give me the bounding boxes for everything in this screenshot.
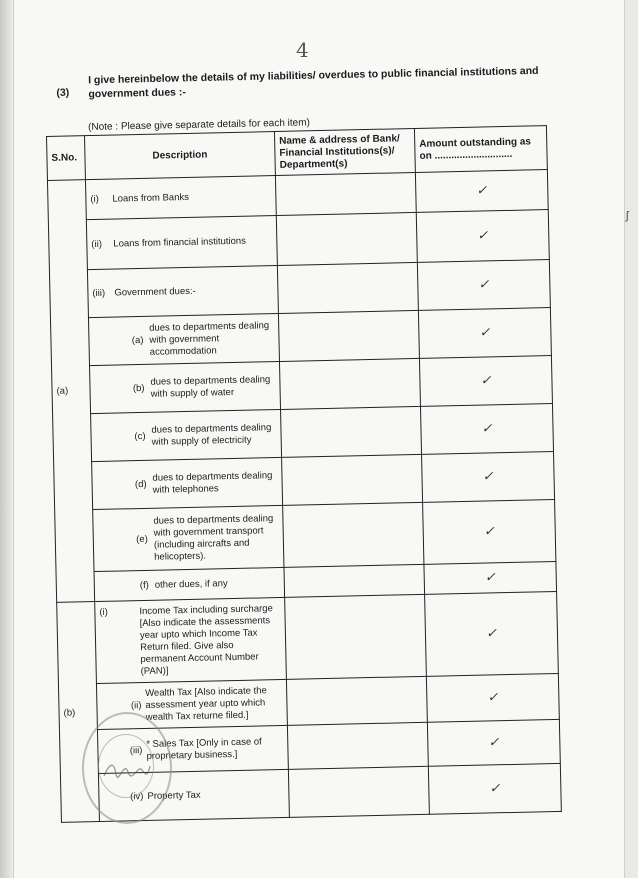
section-text: I give hereinbelow the details of my liabilities/ overdues to public financial institutions and government dues :-	[88, 64, 539, 101]
page-number: 4	[296, 38, 309, 62]
row-text: * Sales Tax [Only in case of proprietary business.]	[146, 735, 262, 762]
name-address-cell	[284, 564, 425, 597]
row-number: (i)	[90, 193, 99, 205]
subrow-letter: (c)	[134, 430, 146, 442]
document-page	[14, 0, 629, 878]
amount-cell: ✓	[422, 452, 555, 503]
row-number: (iv)	[130, 790, 144, 802]
amount-cell: ✓	[425, 591, 559, 676]
amount-cell: ✓	[419, 356, 552, 407]
group-a-sno: (a)	[47, 180, 94, 603]
name-address-cell	[285, 594, 427, 679]
amount-cell: ✓	[418, 308, 551, 359]
description-cell	[90, 361, 281, 413]
header-amount: Amount outstanding as on ............................	[414, 126, 547, 173]
subrow-letter: (a)	[131, 334, 144, 346]
header-description: Description	[85, 132, 276, 180]
description-cell	[87, 265, 278, 317]
subrow-letter: (e)	[136, 533, 148, 545]
subrow-text: dues to departments dealing with supply of electricity	[151, 421, 272, 448]
row-number: (iii)	[129, 744, 143, 756]
section-number: (3)	[56, 86, 70, 99]
subrow-letter: (d)	[134, 478, 147, 490]
name-address-cell	[282, 454, 423, 505]
name-address-cell	[275, 172, 416, 215]
row-text: Government dues:-	[114, 285, 196, 299]
name-address-cell	[281, 406, 422, 457]
row-text: Loans from Banks	[112, 191, 190, 205]
official-seal-stamp	[82, 712, 172, 824]
signature-scribble	[102, 758, 152, 782]
table-row	[57, 591, 559, 684]
subrow-text: dues to departments dealing with government accommodation	[149, 319, 270, 358]
description-cell	[95, 597, 287, 683]
name-address-cell	[283, 502, 424, 567]
description-cell	[94, 567, 285, 601]
name-address-cell	[277, 262, 418, 313]
amount-cell: ✓	[416, 210, 549, 263]
scan-edge	[0, 0, 14, 878]
subrow-text: other dues, if any	[154, 577, 228, 591]
description-cell	[88, 313, 279, 365]
row-number: (iii)	[92, 287, 106, 299]
name-address-cell	[278, 310, 419, 361]
section-note: (Note : Please give separate details for each item)	[88, 117, 310, 133]
subrow-letter: (f)	[139, 579, 149, 591]
name-address-cell	[287, 722, 428, 769]
amount-cell: ✓	[415, 170, 548, 213]
name-address-cell	[276, 212, 417, 265]
amount-cell: ✓	[423, 499, 556, 564]
name-address-cell	[286, 676, 427, 725]
description-cell	[85, 176, 276, 220]
subrow-text: dues to departments dealing with telephones	[152, 469, 273, 496]
table-row	[55, 499, 556, 572]
subrow-letter: (b)	[132, 382, 145, 394]
margin-mark: ʃ	[626, 210, 629, 222]
amount-cell: ✓	[428, 763, 561, 814]
row-text: Income Tax including surcharge [Also indicate the assessments year upto which Income Tax Return filed. Give also permanent Account Number (PAN)]	[139, 602, 273, 677]
group-b-sno: (b)	[57, 602, 100, 823]
header-sno: S.No.	[47, 136, 86, 181]
name-address-cell	[279, 358, 420, 409]
subrow-text: dues to departments dealing with government transport (including aircrafts and helicopters).	[153, 512, 274, 563]
row-text: Wealth Tax [Also indicate the assessment year upto which wealth Tax returne filed.]	[145, 684, 267, 723]
row-number: (i)	[99, 606, 108, 618]
amount-cell: ✓	[420, 404, 553, 455]
header-name-address: Name & address of Bank/ Financial Institutions(s)/ Department(s)	[274, 128, 415, 175]
description-cell	[93, 505, 284, 571]
description-cell	[91, 409, 282, 461]
amount-cell: ✓	[426, 673, 559, 722]
row-text: Property Tax	[147, 789, 201, 802]
row-number: (ii)	[91, 238, 103, 250]
name-address-cell	[288, 766, 429, 817]
amount-cell: ✓	[427, 719, 560, 766]
subrow-text: dues to departments dealing with supply of water	[150, 373, 271, 400]
row-text: Loans from financial institutions	[113, 235, 246, 250]
description-cell	[92, 457, 283, 509]
amount-cell: ✓	[417, 260, 550, 311]
section-heading	[56, 64, 556, 101]
amount-cell: ✓	[424, 561, 557, 594]
row-number: (ii)	[130, 699, 142, 711]
description-cell	[86, 215, 277, 269]
